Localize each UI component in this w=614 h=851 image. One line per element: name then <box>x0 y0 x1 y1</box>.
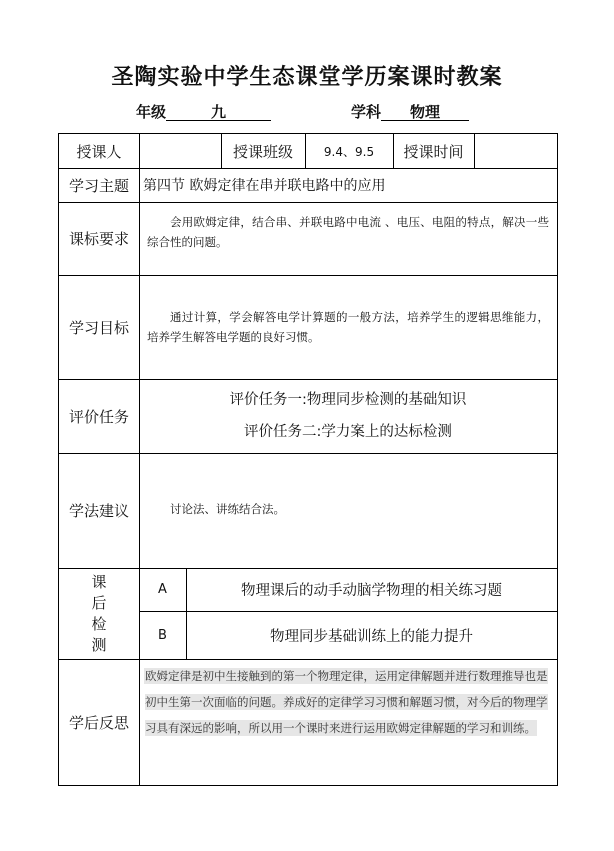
after-check-label <box>59 568 139 659</box>
after-check-char-3: 检 <box>91 614 107 633</box>
evaluation-tasks <box>139 379 557 453</box>
topic-value: 第四节 欧姆定律在串并联电路中的应用 <box>143 178 386 194</box>
time-value <box>474 134 557 168</box>
after-check-item-b: 物理同步基础训练上的能力提升 <box>270 628 473 645</box>
topic-label: 学习主题 <box>68 176 129 195</box>
subject-value: 物理 <box>381 104 469 121</box>
after-check-key-b: B <box>158 627 167 643</box>
class-value: 9.4、9.5 <box>323 144 375 159</box>
reflection-text: 欧姆定律是初中生接触到的第一个物理定律，运用定律解题并进行数理推导也是初中生第一次面临的问题。养成好的定律学习习惯和解题习惯，对今后的物理学习具有深远的影响，所以用一个课时来进行运用欧姆定律解题的学习和训练。 <box>145 669 548 735</box>
teacher-label: 授课人 <box>76 142 122 161</box>
subject-label: 学科 <box>351 103 382 121</box>
reflection-label: 学后反思 <box>68 713 129 732</box>
page-title: 圣陶实验中学生态课堂学历案课时教案 <box>111 64 503 90</box>
method-value: 讨论法、讲练结合法。 <box>170 502 285 516</box>
time-label: 授课时间 <box>403 142 464 161</box>
grade-field <box>136 101 271 122</box>
subject-field <box>351 101 469 122</box>
evaluation-label: 评价任务 <box>68 407 129 426</box>
evaluation-task-2: 评价任务二:学力案上的达标检测 <box>244 424 452 440</box>
standard-label: 课标要求 <box>68 230 129 248</box>
grade-value: 九 <box>166 104 271 121</box>
teacher-value <box>139 134 221 168</box>
objective-value: 通过计算，学会解答电学计算题的一般方法，培养学生的逻辑思维能力，培养学生解答电学题的良好习惯。 <box>147 310 549 344</box>
lesson-plan-table <box>58 133 558 786</box>
evaluation-task-1: 评价任务一:物理同步检测的基础知识 <box>229 392 467 408</box>
after-check-char-2: 后 <box>91 593 107 612</box>
method-label: 学法建议 <box>68 502 129 520</box>
after-check-key-a: A <box>158 582 167 597</box>
grade-label: 年级 <box>136 103 167 121</box>
class-label: 授课班级 <box>232 142 293 161</box>
after-check-char-4: 测 <box>91 635 107 654</box>
after-check-char-1: 课 <box>91 572 107 591</box>
objective-label: 学习目标 <box>68 318 129 337</box>
reflection-value <box>139 659 557 785</box>
standard-value: 会用欧姆定律，结合串、并联电路中电流 、电压、电阻的特点，解决一些综合性的问题。 <box>147 215 549 249</box>
after-check-item-a: 物理课后的动手动脑学物理的相关练习题 <box>241 583 502 599</box>
